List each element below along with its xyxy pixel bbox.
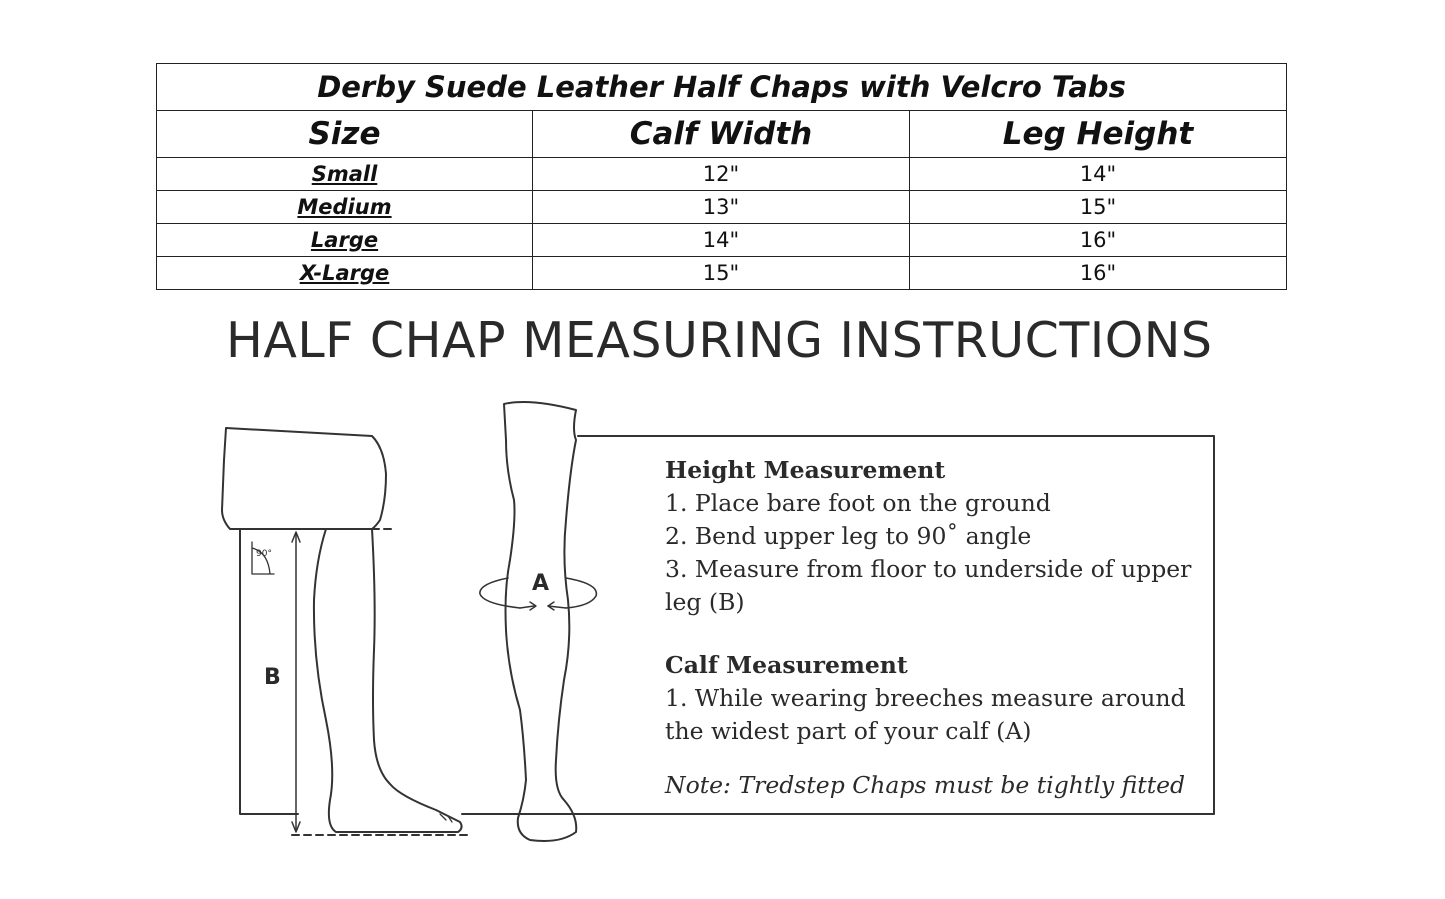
leg-height-cell: 15" <box>910 191 1287 224</box>
column-header-leg-height: Leg Height <box>910 111 1287 158</box>
instructions-heading: HALF CHAP MEASURING INSTRUCTIONS <box>226 312 1213 369</box>
leg-height-cell: 16" <box>910 224 1287 257</box>
calf-width-cell: 14" <box>533 224 910 257</box>
leg-height-cell: 14" <box>910 158 1287 191</box>
calf-measurement-title: Calf Measurement <box>665 651 908 679</box>
calf-width-cell: 12" <box>533 158 910 191</box>
size-cell: Medium <box>157 191 533 224</box>
angle-label: 90° <box>256 549 272 559</box>
fit-note: Note: Tredstep Chaps must be tightly fitted <box>665 771 1186 799</box>
side-leg-shin-foot <box>314 529 462 832</box>
height-step-3: 3. Measure from floor to underside of upper leg (B) <box>665 555 1192 616</box>
height-step-2: 2. Bend upper leg to 90˚ angle <box>665 522 1032 550</box>
height-measurement-title: Height Measurement <box>665 456 946 484</box>
calf-width-cell: 15" <box>533 257 910 290</box>
size-cell: Small <box>157 158 533 191</box>
height-step-1: 1. Place bare foot on the ground <box>665 489 1051 517</box>
leg-height-cell: 16" <box>910 257 1287 290</box>
side-leg-thigh <box>222 428 386 529</box>
label-b: B <box>264 665 281 690</box>
calf-step-1: 1. While wearing breeches measure around the widest part of your calf (A) <box>665 684 1186 745</box>
size-cell: Large <box>157 224 533 257</box>
size-cell: X-Large <box>157 257 533 290</box>
column-header-size: Size <box>157 111 533 158</box>
instruction-text-block <box>665 454 1205 802</box>
label-a: A <box>532 571 550 596</box>
column-header-calf-width: Calf Width <box>533 111 910 158</box>
table-title: Derby Suede Leather Half Chaps with Velcro Tabs <box>157 64 1287 111</box>
front-leg-outline <box>504 402 576 841</box>
calf-width-cell: 13" <box>533 191 910 224</box>
